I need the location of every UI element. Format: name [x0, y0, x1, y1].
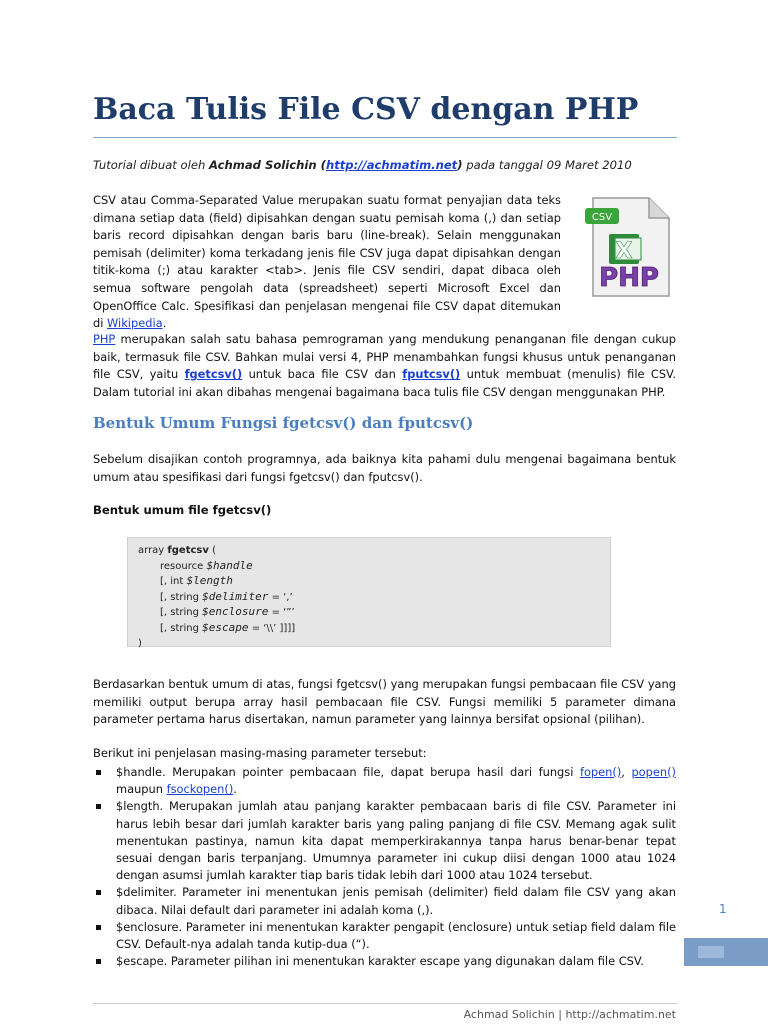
code-type: [, int	[160, 576, 187, 588]
footer-divider	[93, 1003, 677, 1004]
list-item	[93, 953, 676, 970]
excel-letter: X	[615, 239, 633, 264]
csv-php-file-icon	[585, 196, 671, 298]
bullet-square-icon	[96, 770, 101, 775]
intro-text: CSV atau Comma-Separated Value merupakan suatu format penyajian data teks dimana setiap data (field) dipisahkan dengan suatu pemisah koma (,) dan setiap baris record dipisahkan dengan baris baru (line-break). Selain menggunakan pemisah (delimiter) koma terkadang jenis file CSV juga dapat dipisahkan dengan titik-koma (;) atau karakter <tab>. Jenis file CSV sendiri, dapat dibaca oleh semua software pengolah data (spreadsheet) seperti Microsoft Excel dan OpenOffice Calc. Spesifikasi dan penjelasan mengenai file CSV dapat ditemukan di	[93, 193, 561, 331]
code-keyword: array	[138, 545, 168, 556]
code-param: $length	[186, 574, 233, 588]
code-param: $handle	[206, 558, 253, 572]
code-param: $escape	[202, 620, 249, 634]
code-default: = ‘\\’ ]]]]	[248, 622, 296, 634]
bullet-text: $delimiter. Parameter ini menentukan jenis pemisah (delimiter) field dalam file CSV yang akan dibaca. Nilai default dari parameter ini adalah koma (,).	[116, 885, 676, 917]
author-website-link[interactable]: http://achmatim.net	[325, 158, 458, 172]
explain-paragraph: Berdasarkan bentuk umum di atas, fungsi fgetcsv() yang merupakan fungsi pembacaan file CSV yang memiliki output berupa array hasil pembacaan file CSV. Fungsi memiliki 5 parameter dimana parameter pertama harus disertakan, namun parameter yang lainnya bersifat opsional (pilihan).	[93, 677, 676, 727]
byline-suffix: pada tanggal 09 Maret 2010	[462, 158, 632, 172]
code-line: )	[138, 637, 142, 649]
byline-prefix: Tutorial dibuat oleh	[93, 158, 210, 172]
code-type: resource	[160, 560, 207, 572]
list-item	[93, 798, 676, 884]
code-type: [, string	[160, 607, 203, 619]
code-default: = ‘”’	[268, 607, 295, 619]
page-title: Baca Tulis File CSV dengan PHP	[93, 92, 639, 127]
popen-link[interactable]: popen()	[631, 765, 676, 779]
byline-close-paren: )	[457, 158, 463, 172]
code-line	[138, 574, 610, 590]
php-link[interactable]: PHP	[93, 332, 116, 346]
list-intro: Berikut ini penjelasan masing-masing parameter tersebut:	[93, 746, 427, 760]
php-text-3: untuk membuat (menulis) file CSV. Dalam tutorial ini akan dibahas mengenai bagaimana baca tulis file CSV dengan menggunakan PHP.	[93, 367, 676, 399]
bullet-text: $length. Merupakan jumlah atau panjang karakter pembacaan baris di file CSV. Parameter ini harus lebih besar dari jumlah karakter baris yang paling panjang di file CSV. Memang agak sulit menentukan pastinya, namun kita dapat memperkirakannya tanpa harus benar-benar tepat sesuai dengan baris terpanjang. Umumnya parameter ini cukup diisi dengan 1000 atau 1024 dengan asumsi jumlah karakter tiap baris tidak lebih dari 1000 atau 1024 tersebut.	[116, 799, 676, 883]
bullet-text: $escape. Parameter pilihan ini menentukan karakter escape yang digunakan dalam file CSV.	[116, 954, 644, 969]
bullet-square-icon	[96, 804, 101, 809]
bullet-sep: ,	[621, 765, 632, 779]
page-tab-inner	[698, 946, 724, 958]
fsockopen-link[interactable]: fsockopen()	[166, 782, 234, 797]
code-function: fgetcsv	[167, 545, 209, 556]
bullet-square-icon	[96, 890, 101, 895]
byline-author: Achmad Solichin	[209, 158, 317, 172]
bullet-text: $handle. Merupakan pointer pembacaan file, dapat berupa hasil dari fungsi	[116, 765, 580, 779]
wikipedia-link[interactable]: Wikipedia	[107, 316, 163, 331]
code-line	[138, 621, 610, 637]
code-line	[138, 590, 610, 606]
code-param: $enclosure	[202, 605, 269, 619]
code-block	[127, 537, 611, 647]
code-line	[138, 605, 610, 621]
code-param: $delimiter	[202, 589, 269, 603]
section-heading: Bentuk Umum Fungsi fgetcsv() dan fputcsv()	[93, 414, 474, 432]
intro-end: .	[162, 316, 167, 331]
bullet-text: $enclosure. Parameter ini menentukan karakter pengapit (enclosure) untuk setiap field dalam file CSV. Default-nya adalah tanda kutip-dua (“).	[116, 919, 676, 952]
code-paren: (	[208, 545, 216, 556]
code-line	[138, 559, 610, 575]
bullet-square-icon	[96, 959, 101, 964]
byline-open-paren: (	[316, 158, 326, 172]
byline	[93, 158, 632, 172]
section-intro-paragraph: Sebelum disajikan contoh programnya, ada baiknya kita pahami dulu mengenai bagaimana bentuk umum atau spesifikasi dari fungsi fgetcsv() dan fputcsv().	[93, 452, 676, 484]
code-default: = ‘,’	[268, 591, 293, 603]
subheading-fgetcsv: Bentuk umum file fgetcsv()	[93, 503, 272, 517]
intro-paragraph	[93, 192, 561, 333]
fputcsv-link[interactable]: fputcsv()	[402, 367, 461, 382]
fopen-link[interactable]: fopen()	[579, 765, 622, 779]
bullet-end: .	[233, 782, 237, 797]
list-item	[93, 764, 676, 798]
code-type: [, string	[160, 622, 203, 634]
page-tab-decoration	[684, 938, 768, 966]
php-text-1: merupakan salah satu bahasa pemrograman yang mendukung penanganan file dengan cukup baik, termasuk file CSV. Bahkan mulai versi 4, PHP menambahkan fungsi khusus untuk penanganan file CSV, yaitu	[93, 332, 676, 382]
fgetcsv-link[interactable]: fgetcsv()	[184, 367, 243, 382]
code-line	[138, 544, 610, 559]
bullet-square-icon	[96, 925, 101, 930]
page-number: 1	[719, 902, 727, 916]
csv-badge-label: CSV	[591, 212, 613, 223]
code-type: [, string	[160, 591, 203, 603]
page-footer: Achmad Solichin | http://achmatim.net	[463, 1008, 676, 1021]
php-text-2: untuk baca file CSV dan	[242, 367, 403, 382]
php-logo-text: PHP	[599, 263, 659, 293]
list-item	[93, 919, 676, 953]
title-divider	[93, 137, 677, 138]
bullet-text: maupun	[116, 782, 167, 797]
parameter-list	[93, 764, 676, 970]
php-paragraph	[93, 331, 676, 401]
list-item	[93, 884, 676, 918]
